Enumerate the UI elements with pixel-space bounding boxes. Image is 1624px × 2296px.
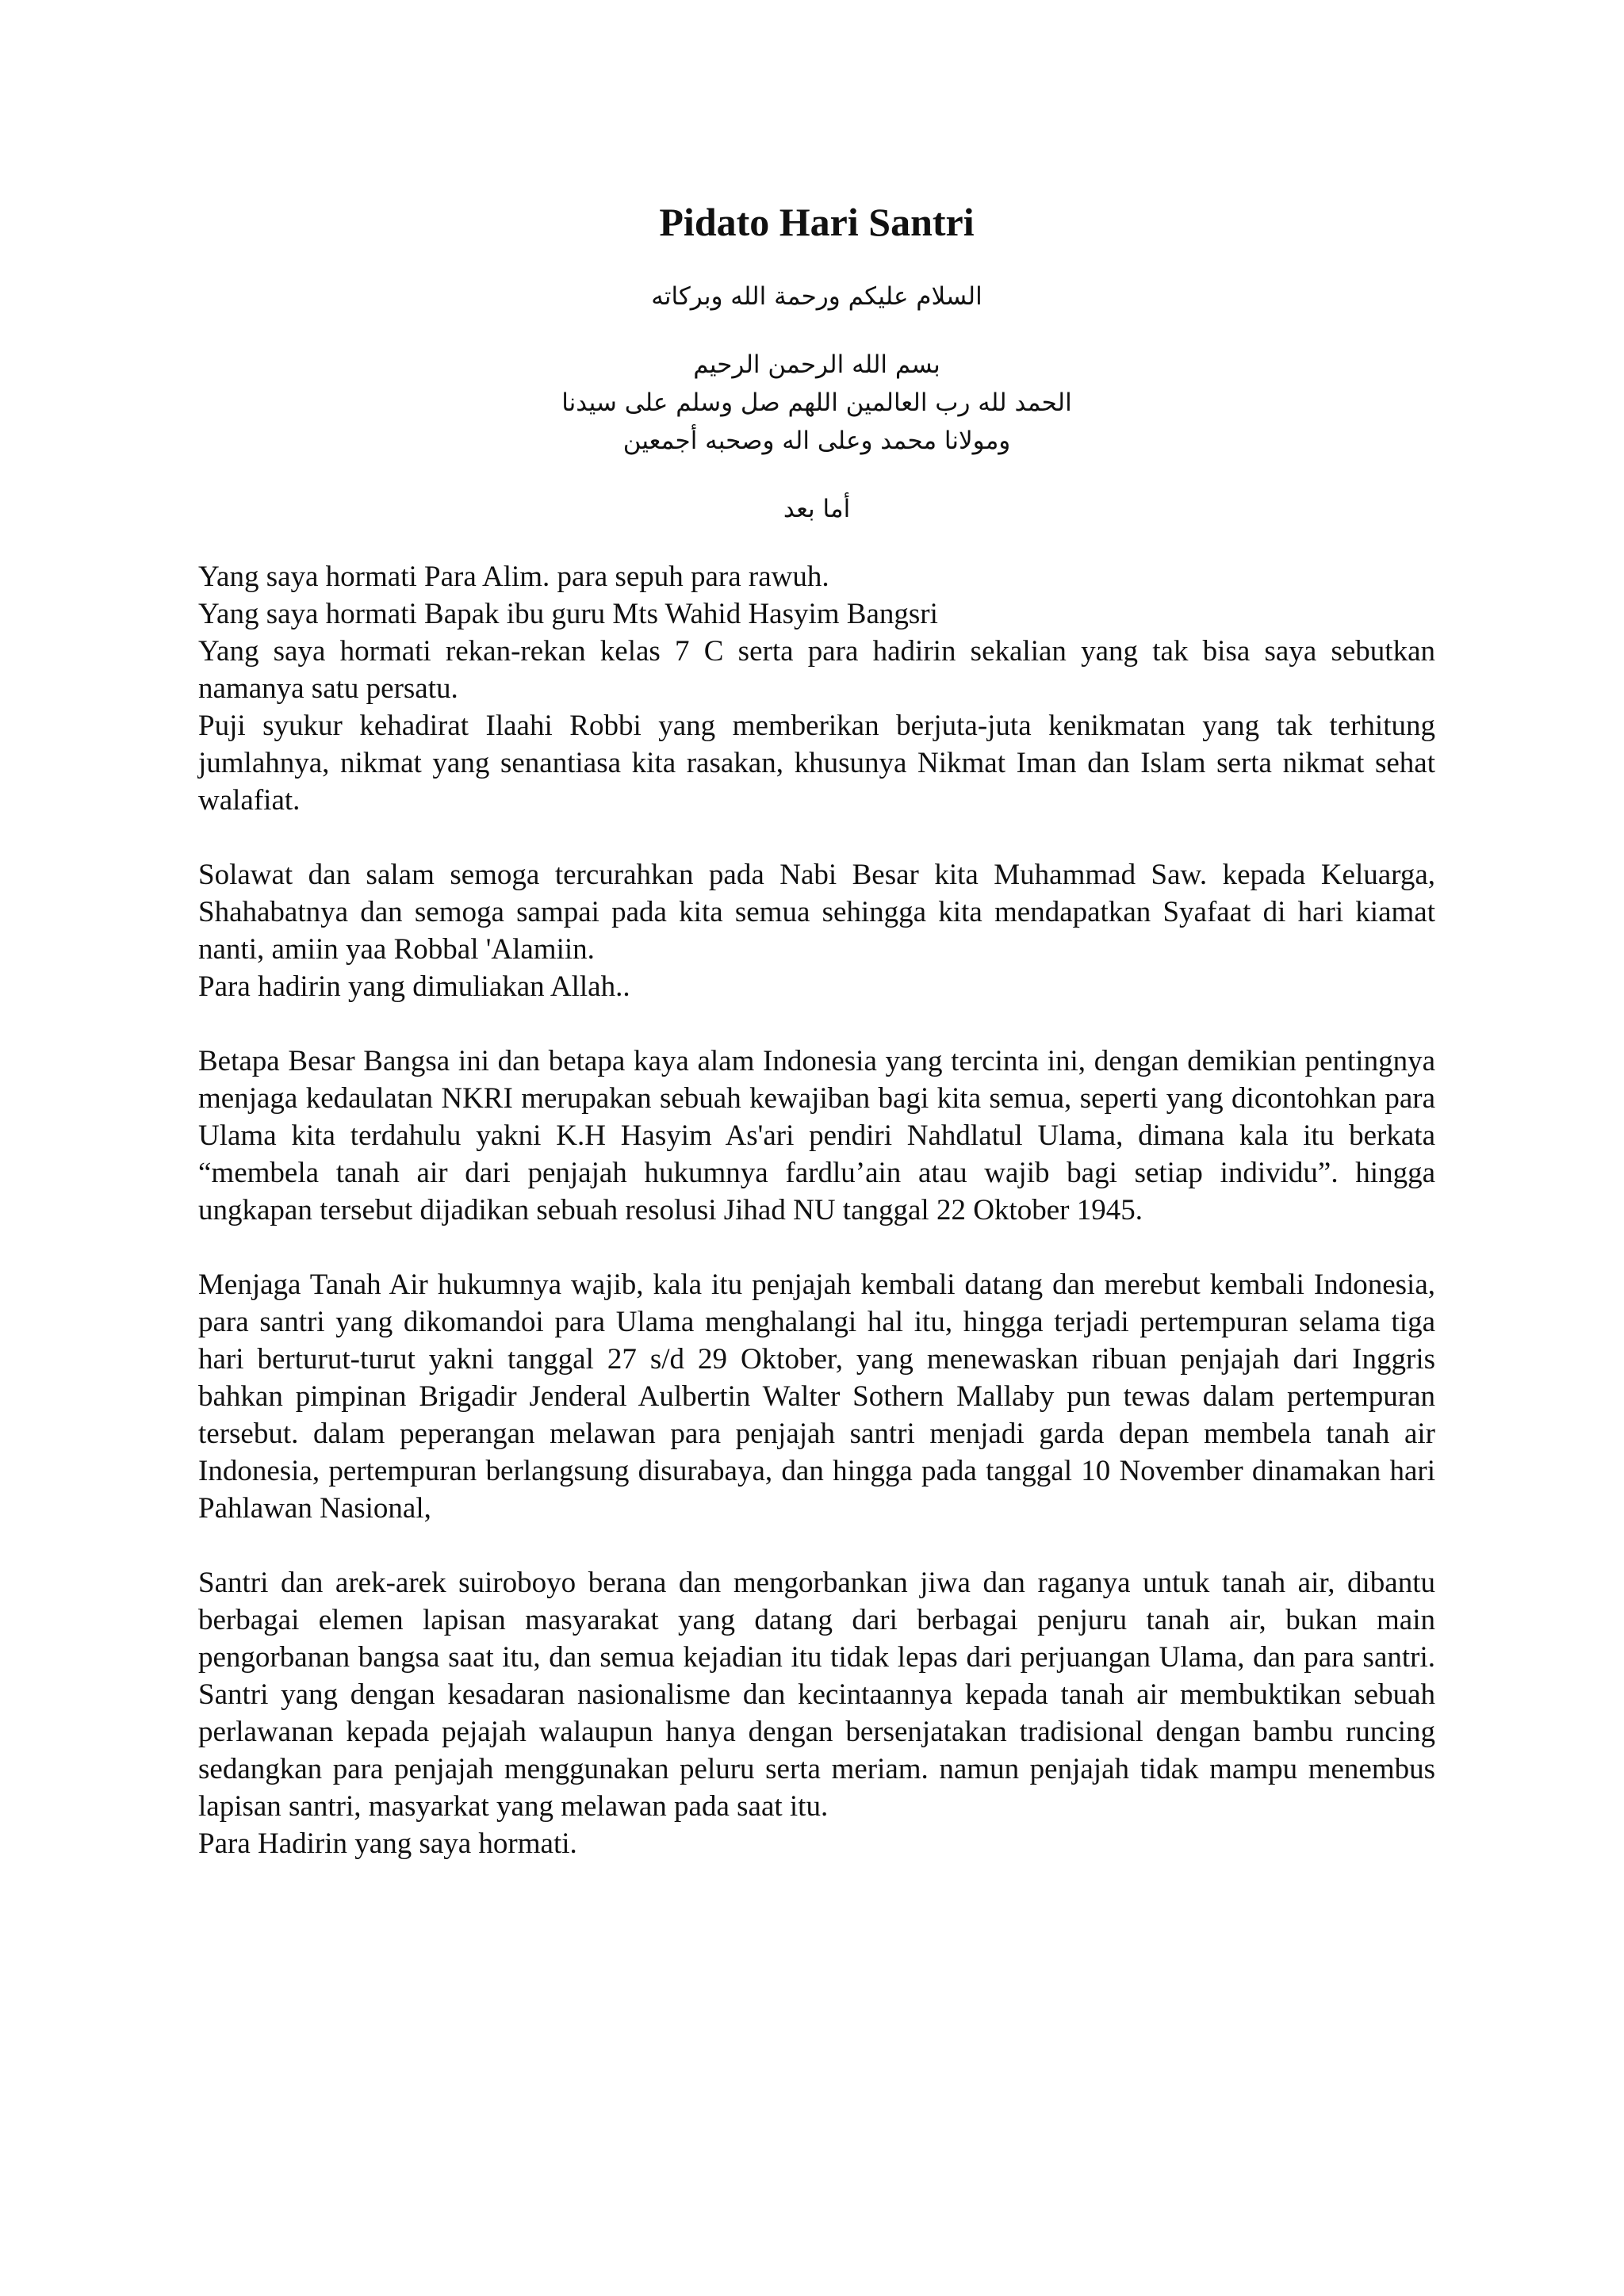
body-paragraph: Santri dan arek-arek suiroboyo berana dan mengorbankan jiwa dan raganya untuk tanah air, dibantu berbagai elemen lapisan masyarakat yang datang dari berbagai penjuru tanah air, bukan main pengorbanan bangsa saat itu, dan semua kejadian itu tidak lepas dari perjuangan Ulama, dan para santri. Santri yang dengan kesadaran nasionalisme dan kecintaannya kepada tanah air membuktikan sebuah perlawanan kepada pejajah walaupun hanya dengan bersenjatakan tradisional dengan bambu runcing sedangkan para penjajah menggunakan peluru serta meriam. namun penjajah tidak mampu menembus lapisan santri, masyarkat yang melawan pada saat itu. [198,1567,1435,1823]
arabic-amma-badu: أما بعد [783,495,851,523]
paragraph-gap [198,1005,1435,1043]
address-line: Para Hadirin yang saya hormati. [198,1827,577,1860]
solawat-paragraph: Solawat dan salam semoga tercurahkan pada Nabi Besar kita Muhammad Saw. kepada Keluarga, Shahabatnya dan semoga sampai pada kita semua sehingga kita mendapatkan Syafaat di hari kiamat nanti, amiin yaa Robbal 'Alamiin. [198,859,1435,966]
document-title: Pidato Hari Santri [659,200,975,244]
paragraph-gap [198,819,1435,856]
document-page [198,190,1435,1862]
address-line: Para hadirin yang dimuliakan Allah.. [198,970,630,1003]
body-paragraph: Menjaga Tanah Air hukumnya wajib, kala itu penjajah kembali datang dan merebut kembali Indonesia, para santri yang dikomandoi para Ulama menghalangi hal itu, hingga terjadi pertempuran selama tiga hari berturut-turut yakni tanggal 27 s/d 29 Oktober, yang menewaskan ribuan penjajah dari Inggris bahkan pimpinan Brigadir Jenderal Aulbertin Walter Sothern Mallaby pun tewas dalam pertempuran tersebut. dalam peperangan melawan para penjajah santri menjadi garda depan membela tanah air Indonesia, pertempuran berlangsung disurabaya, dan hingga pada tanggal 10 November dinamakan hari Pahlawan Nasional, [198,1269,1435,1525]
arabic-opening-line: ومولانا محمد وعلى اله وصحبه أجمعين [622,427,1011,455]
paragraph-gap [198,1229,1435,1266]
arabic-opening-line: بسم الله الرحمن الرحيم [693,350,940,379]
gratitude-paragraph: Puji syukur kehadirat Ilaahi Robbi yang memberikan berjuta-juta kenikmatan yang tak terhitung jumlahnya, nikmat yang senantiasa kita rasakan, khusunya Nikmat Iman dan Islam serta nikmat sehat walafiat. [198,710,1435,817]
arabic-opening [198,346,1435,460]
greeting-line: Yang saya hormati Para Alim. para sepuh para rawuh. [198,561,829,593]
body-paragraph: Betapa Besar Bangsa ini dan betapa kaya alam Indonesia yang tercinta ini, dengan demikian pentingnya menjaga kedaulatan NKRI merupakan sebuah kewajiban bagi kita semua, seperti yang dicontohkan para Ulama kita terdahulu yakni K.H Hasyim As'ari pendiri Nahdlatul Ulama, dimana kala itu berkata “membela tanah air dari penjajah hukumnya fardlu’ain atau wajib bagi setiap individu”. hingga ungkapan tersebut dijadikan sebuah resolusi Jihad NU tanggal 22 Oktober 1945. [198,1045,1435,1226]
greetings-section [198,558,1435,819]
greeting-line: Yang saya hormati Bapak ibu guru Mts Wahid Hasyim Bangsri [198,598,938,630]
arabic-salam: السلام عليكم ورحمة الله وبركاته [651,282,982,311]
paragraph-gap [198,1527,1435,1564]
greeting-line: Yang saya hormati rekan-rekan kelas 7 C serta para hadirin sekalian yang tak bisa saya sebutkan namanya satu persatu. [198,635,1435,705]
arabic-opening-line: الحمد لله رب العالمين اللهم صل وسلم على سيدنا [561,388,1072,417]
